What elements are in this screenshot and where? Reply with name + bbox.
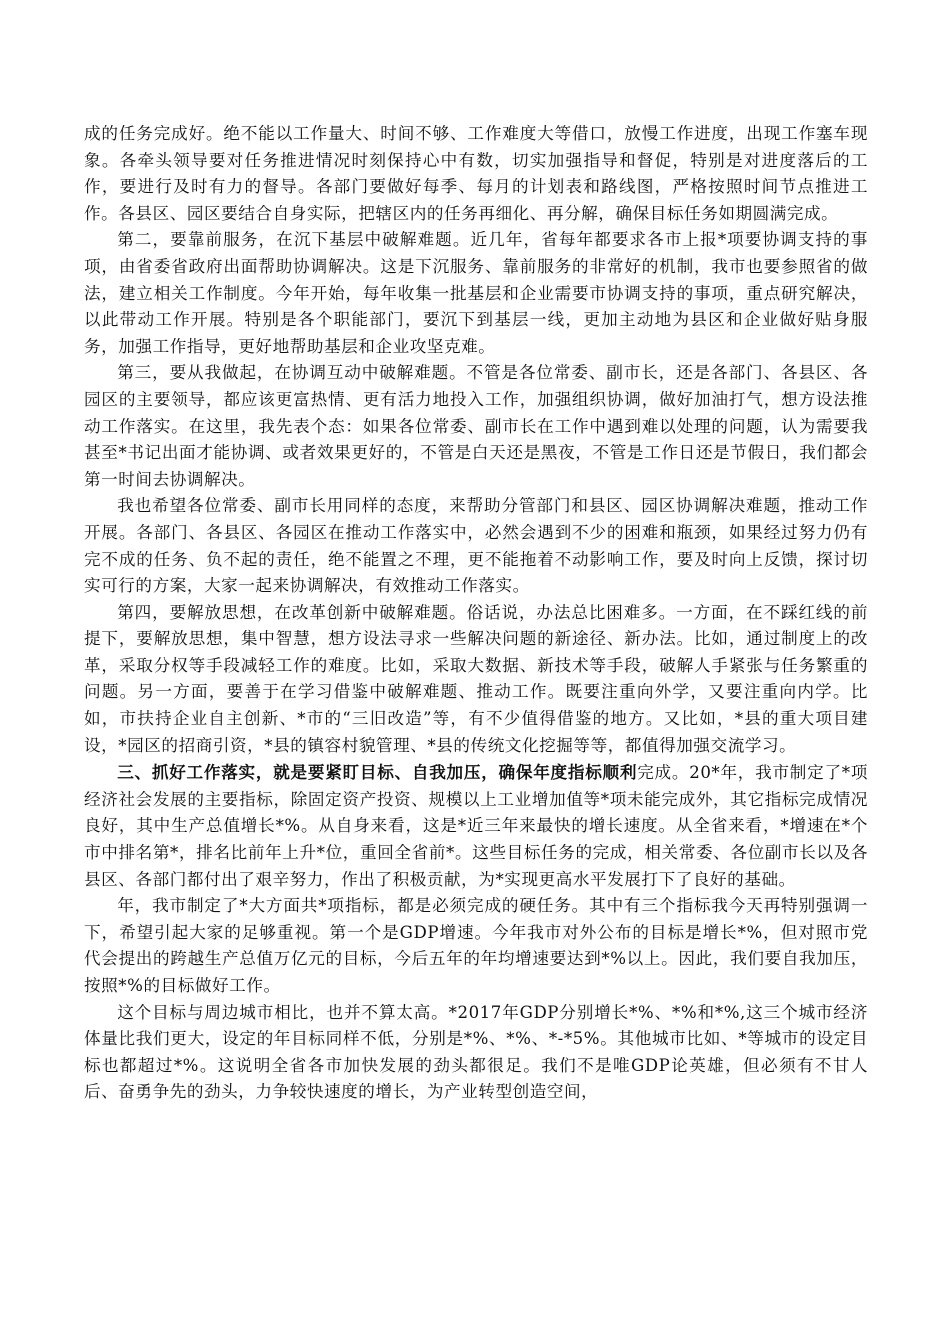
paragraph-second-point: 第二，要靠前服务，在沉下基层中破解难题。近几年，省每年都要求各市上报*项要协调支持的事项，由省委省政府出面帮助协调解决。这是下沉服务、靠前服务的非常好的机制，我市也要参照省的做法，建立相关工作制度。今年开始，每年收集一批基层和企业需要市协调支持的事项，重点研究解决，以此带动工作开展。特别是各个职能部门，要沉下到基层一线，更加主动地为县区和企业做好贴身服务，加强工作指导，更好地帮助基层和企业攻坚克难。 [84, 230, 868, 356]
document-page [84, 121, 868, 1106]
paragraph-hope: 我也希望各位常委、副市长用同样的态度，来帮助分管部门和县区、园区协调解决难题，推动工作开展。各部门、各县区、各园区在推动工作落实中，必然会遇到不少的困难和瓶颈，如果经过努力仍有完不成的任务、负不起的责任，绝不能置之不理，更不能拖着不动影响工作，要及时向上反馈，探讨切实可行的方案，大家一起来协调解决，有效推动工作落实。 [84, 496, 868, 596]
paragraph-fourth-point: 第四，要解放思想，在改革创新中破解难题。俗话说，办法总比困难多。一方面，在不踩红线的前提下，要解放思想，集中智慧，想方设法寻求一些解决问题的新途径、新办法。比如，通过制度上的改革，采取分权等手段减轻工作的难度。比如，采取大数据、新技术等手段，破解人手紧张与任务繁重的问题。另一方面，要善于在学习借鉴中破解难题、推动工作。既要注重向外学，又要注重向内学。比如，市扶持企业自主创新、*市的“三旧改造”等，有不少值得借鉴的地方。又比如，*县的重大项目建设，*园区的招商引资，*县的镇容村貌管理、*县的传统文化挖掘等等，都值得加强交流学习。 [84, 602, 868, 755]
paragraph-third-point: 第三，要从我做起，在协调互动中破解难题。不管是各位常委、副市长，还是各部门、各县区、各园区的主要领导，都应该更富热情、更有活力地投入工作，加强组织协调，做好加油打气，想方设法推动工作落实。在这里，我先表个态：如果各位常委、副市长在工作中遇到难以处理的问题，认为需要我甚至*书记出面才能协调、或者效果更好的，不管是白天还是黑夜，不管是工作日还是节假日，我们都会第一时间去协调解决。 [84, 363, 868, 489]
paragraph-comparison: 这个目标与周边城市相比，也并不算太高。*2017年GDP分别增长*%、*%和*%,这三个城市经济体量比我们更大，设定的年目标同样不低，分别是*%、*%、*-*5%。其他城市比如、*等城市的设定目标也都超过*%。这说明全省各市加快发展的劲头都很足。我们不是唯GDP论英雄，但必须有不甘人后、奋勇争先的劲头，力争较快速度的增长，为产业转型创造空间， [84, 1002, 868, 1102]
section-three-heading: 三、抓好工作落实，就是要紧盯目标、自我加压，确保年度指标顺利 [117, 762, 638, 783]
paragraph-continuation: 成的任务完成好。绝不能以工作量大、时间不够、工作难度大等借口，放慢工作进度，出现工作塞车现象。各牵头领导要对任务推进情况时刻保持心中有数，切实加强指导和督促，特别是对进度落后的工作，要进行及时有力的督导。各部门要做好每季、每月的计划表和路线图，严格按照时间节点推进工作。各县区、园区要结合自身实际，把辖区内的任务再细化、再分解，确保目标任务如期圆满完成。 [84, 124, 868, 223]
paragraph-indicators: 年，我市制定了*大方面共*项指标，都是必须完成的硬任务。其中有三个指标我今天再特别强调一下，希望引起大家的足够重视。第一个是GDP增速。今年我市对外公布的目标是增长*%，但对照市党代会提出的跨越生产总值万亿元的目标，今后五年的年均增速要达到*%以上。因此，我们要自我加压，按照*%的目标做好工作。 [84, 896, 868, 995]
section-three-body: 完成。20*年，我市制定了*项经济社会发展的主要指标，除固定资产投资、规模以上工业增加值等*项未能完成外，其它指标完成情况良好，其中生产总值增长*%。从自身来看，这是*近三年来最快的增长速度。从全省来看，*增速在*个市中排名第*，排名比前年上升*位，重回全省前*。这些目标任务的完成，相关常委、各位副市长以及各县区、各部门都付出了艰辛努力，作出了积极贡献，为*实现更高水平发展打下了良好的基础。 [84, 763, 868, 889]
paragraph-section-three [84, 759, 868, 893]
